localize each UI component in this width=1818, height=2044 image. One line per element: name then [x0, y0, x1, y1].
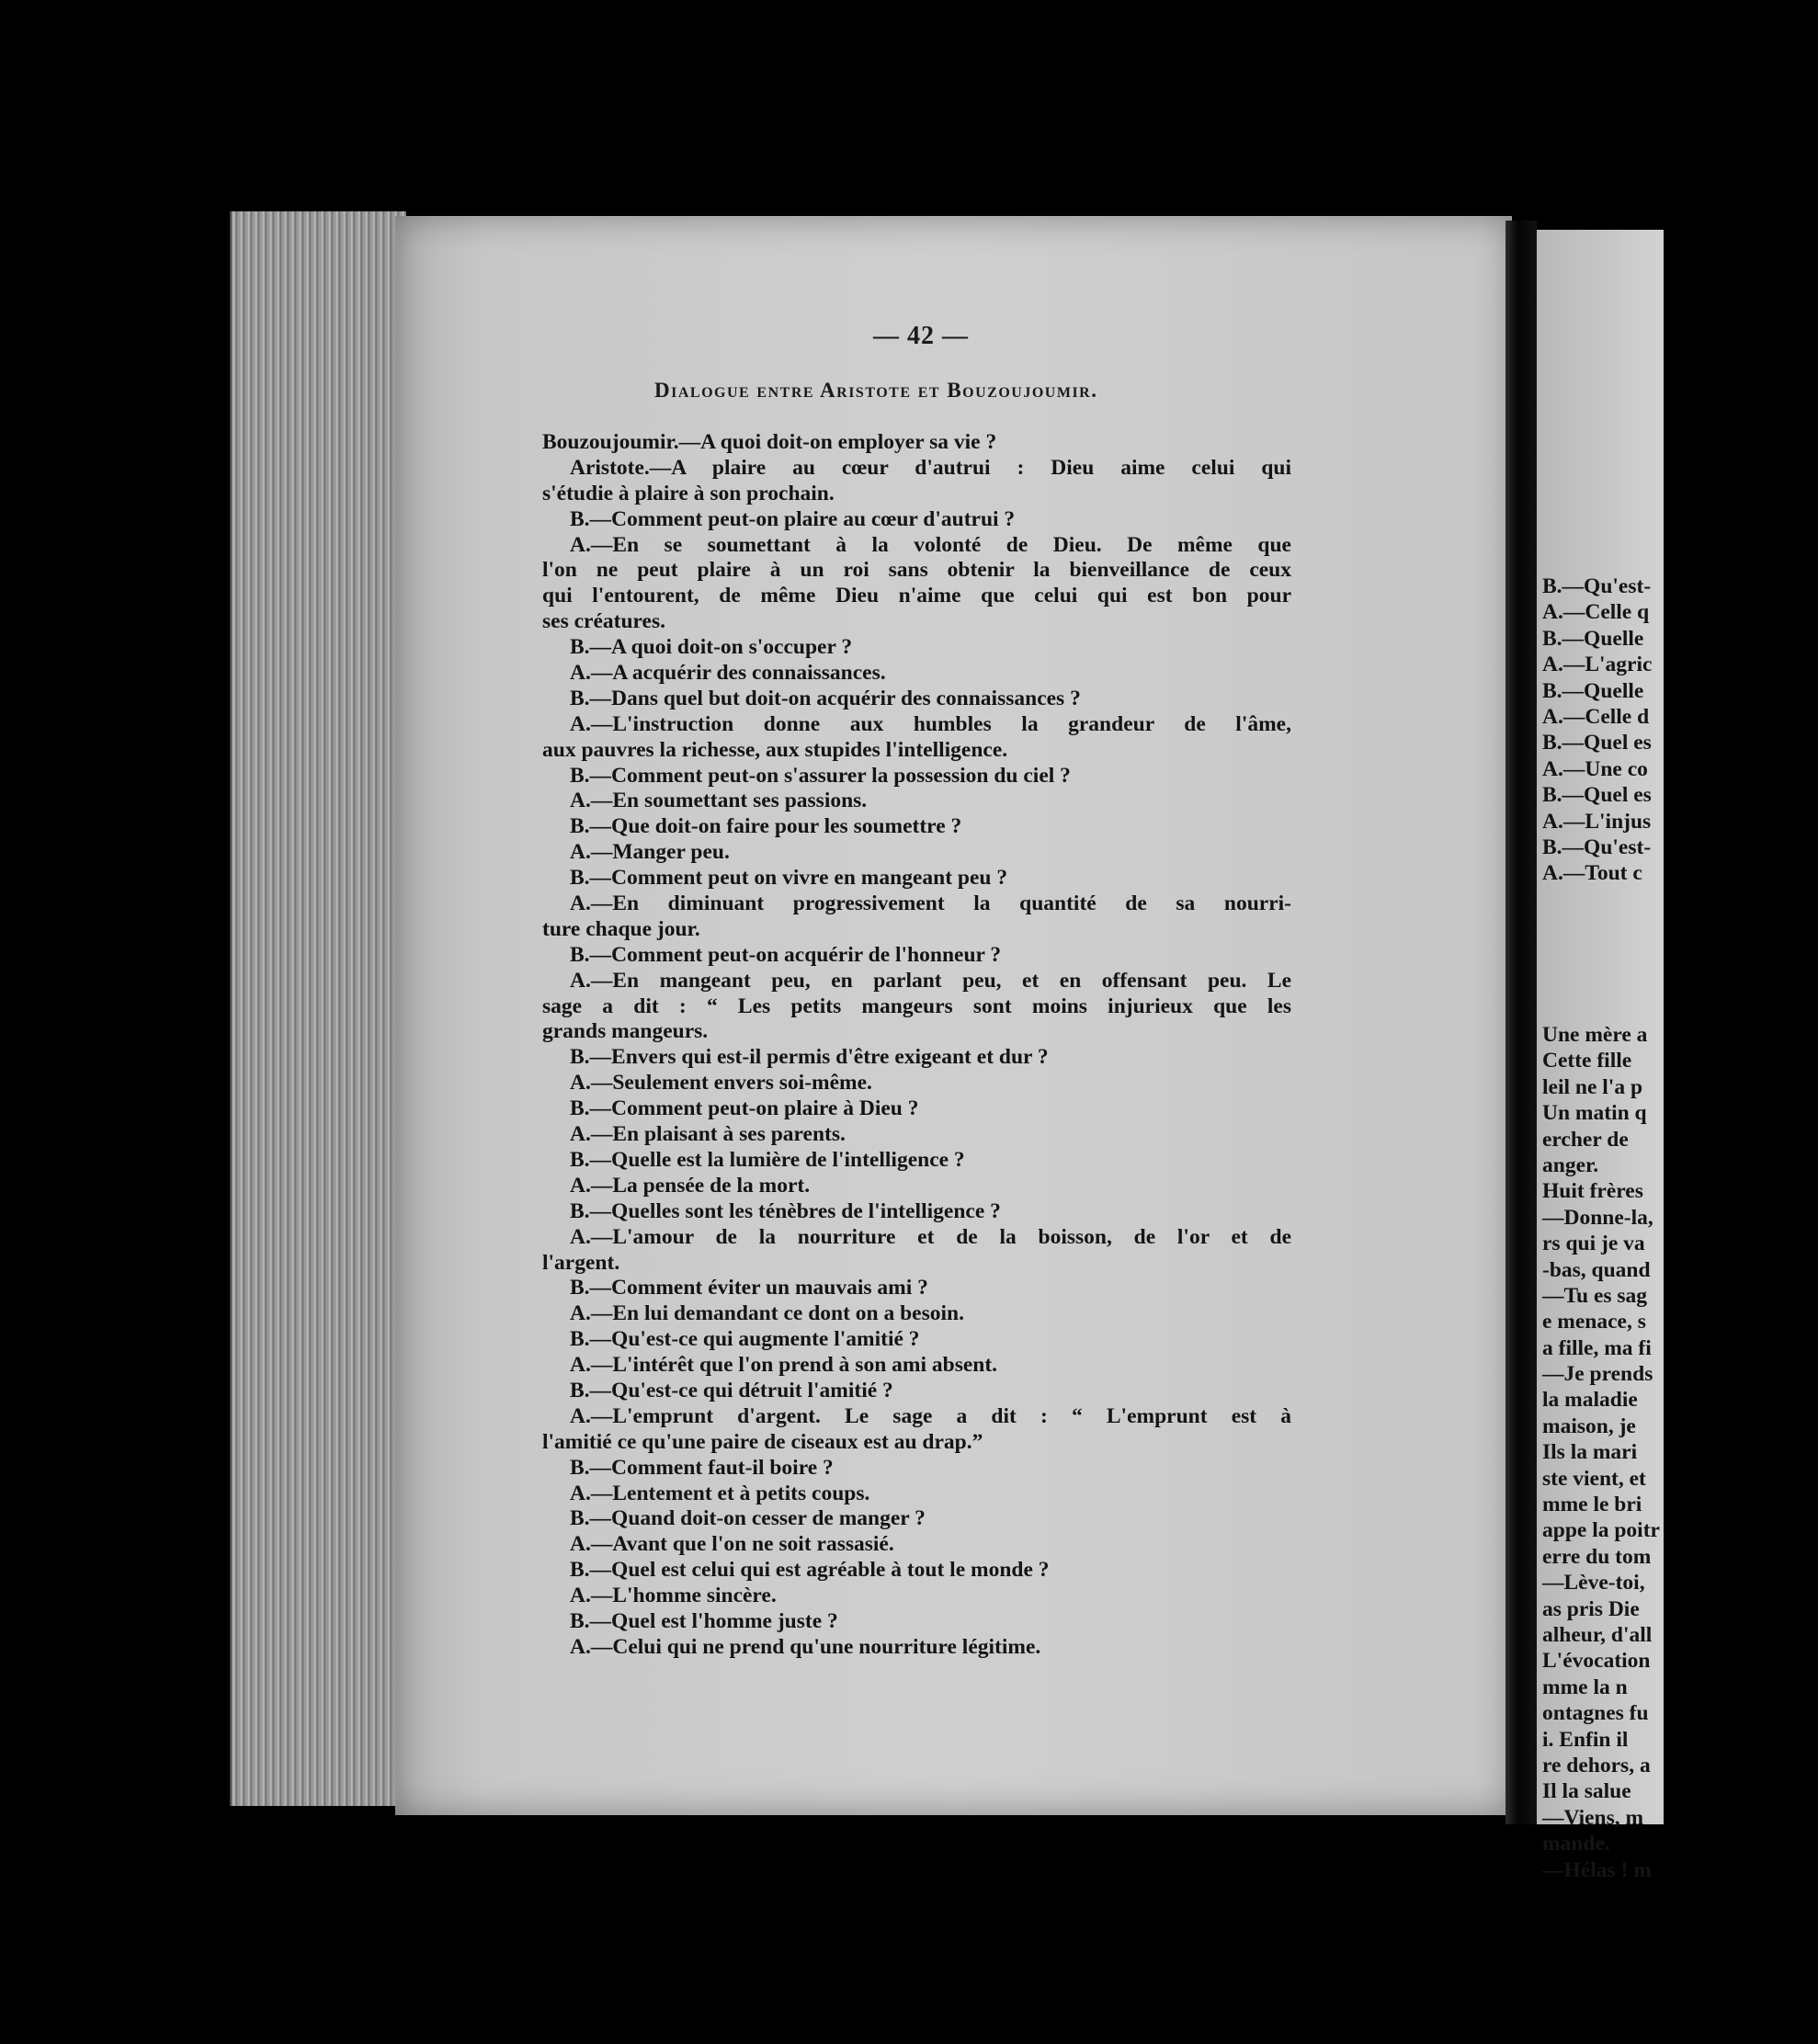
text-line: l'on ne peut plaire à un roi sans obtenir la bienveillance de ceux — [542, 558, 1291, 583]
text-line: A.—L'emprunt d'argent. Le sage a dit : “ L'emprunt est à — [570, 1403, 1291, 1428]
right-page-line: B.—Quel es — [1542, 731, 1652, 755]
right-page-line: mme la n — [1542, 1675, 1628, 1699]
text-line: B.—Dans quel but doit-on acquérir des connaissances ? — [570, 686, 1081, 710]
right-page-line: A.—L'agric — [1542, 653, 1653, 677]
right-page-line: erre du tom — [1542, 1544, 1652, 1569]
text-line: ses créatures. — [542, 609, 665, 634]
right-page-line: B.—Quelle — [1542, 678, 1644, 703]
dialogue-body — [542, 430, 1291, 1661]
text-line: B.—Quel est celui qui est agréable à tout le monde ? — [570, 1558, 1050, 1583]
text-line: aux pauvres la richesse, aux stupides l'intelligence. — [542, 737, 1008, 762]
text-line: B.—Que doit-on faire pour les soumettre ? — [570, 814, 962, 839]
text-line: B.—Quelle est la lumière de l'intelligence ? — [570, 1147, 965, 1172]
text-line: sage a dit : “ Les petits mangeurs sont moins injurieux que les — [542, 994, 1291, 1018]
text-line: A.—Lentement et à petits coups. — [570, 1481, 870, 1505]
right-page-line: alheur, d'all — [1542, 1622, 1653, 1647]
right-page-line: appe la poitr — [1542, 1518, 1660, 1543]
right-page-line: ontagnes fu — [1542, 1701, 1649, 1726]
right-page-line: la maladie — [1542, 1388, 1638, 1413]
text-line: B.—Comment peut-on acquérir de l'honneur ? — [570, 942, 1002, 967]
text-line: A.—En mangeant peu, en parlant peu, et en offensant peu. Le — [570, 968, 1291, 993]
right-page-line: maison, je — [1542, 1414, 1636, 1438]
right-page-line: anger. — [1542, 1153, 1599, 1177]
text-line: B.—Comment peut on vivre en mangeant peu ? — [570, 866, 1008, 891]
text-line: s'étudie à plaire à son prochain. — [542, 481, 835, 505]
text-line: A.—L'instruction donne aux humbles la grandeur de l'âme, — [570, 711, 1291, 736]
right-page-line: —Lève-toi, — [1542, 1571, 1645, 1595]
text-line: A.—Avant que l'on ne soit rassasié. — [570, 1532, 894, 1557]
right-page-line: A.—Celle q — [1542, 600, 1650, 625]
right-page-line: —Tu es sag — [1542, 1283, 1648, 1308]
right-page — [1537, 230, 1664, 1882]
text-line: B.—Quel est l'homme juste ? — [570, 1608, 838, 1633]
right-page-line: leil ne l'a p — [1542, 1074, 1643, 1099]
right-page-line: as pris Die — [1542, 1596, 1640, 1621]
right-page-line: Ils la mari — [1542, 1440, 1638, 1465]
right-page-line: ercher de — [1542, 1127, 1629, 1152]
right-page-dialogue-fragment — [1542, 573, 1818, 887]
text-line: l'amitié ce qu'une paire de ciseaux est au drap.” — [542, 1429, 983, 1454]
text-line: B.—Quand doit-on cesser de manger ? — [570, 1506, 926, 1531]
page-number: — 42 — — [873, 322, 969, 350]
right-page-line: B.—Qu'est- — [1542, 574, 1652, 598]
right-page-line: Une mère a — [1542, 1023, 1648, 1047]
right-page-line: A.—Tout c — [1542, 861, 1642, 886]
text-line: l'argent. — [542, 1250, 620, 1275]
right-page-line: L'évocation — [1542, 1649, 1651, 1674]
page-edges — [230, 211, 406, 1806]
right-page-line: i. Enfin il — [1542, 1727, 1629, 1752]
text-line: qui l'entourent, de même Dieu n'aime que celui qui est bon pour — [542, 584, 1291, 608]
right-page-line: A.—Une co — [1542, 756, 1648, 781]
right-page-line: B.—Quel es — [1542, 783, 1652, 808]
right-page-line: rs qui je va — [1542, 1232, 1645, 1256]
right-page-line: e menace, s — [1542, 1310, 1646, 1334]
text-line: Bouzoujoumir.—A quoi doit-on employer sa vie ? — [542, 430, 997, 454]
text-line: B.—Comment peut-on plaire à Dieu ? — [570, 1096, 919, 1121]
text-line: B.—Comment éviter un mauvais ami ? — [570, 1276, 928, 1300]
right-page-line: Cette fille — [1542, 1049, 1632, 1073]
right-page-line: A.—Celle d — [1542, 704, 1650, 729]
text-line: A.—Seulement envers soi-même. — [570, 1071, 872, 1096]
text-line: B.—Comment faut-il boire ? — [570, 1455, 834, 1480]
text-line: A.—L'intérêt que l'on prend à son ami absent. — [570, 1353, 998, 1378]
text-line: A.—En diminuant progressivement la quantité de sa nourri- — [570, 891, 1291, 916]
right-page-line: —Viens, m — [1542, 1805, 1644, 1830]
text-line: B.—Comment peut-on plaire au cœur d'autrui ? — [570, 506, 1016, 531]
right-page-line: A.—L'injus — [1542, 809, 1652, 834]
right-page-line: —Je prends — [1542, 1362, 1653, 1387]
text-line: A.—A acquérir des connaissances. — [570, 661, 886, 686]
text-line: B.—Comment peut-on s'assurer la possession du ciel ? — [570, 763, 1071, 788]
right-page-line: mme le bri — [1542, 1493, 1642, 1517]
text-line: ture chaque jour. — [542, 916, 700, 941]
text-line: A.—La pensée de la mort. — [570, 1173, 811, 1198]
text-line: Aristote.—A plaire au cœur d'autrui : Dieu aime celui qui — [570, 455, 1291, 480]
text-line: A.—En se soumettant à la volonté de Dieu. De même que — [570, 532, 1291, 557]
right-page-line: re dehors, a — [1542, 1753, 1651, 1777]
book-gutter — [1506, 221, 1537, 1824]
text-line: B.—A quoi doit-on s'occuper ? — [570, 635, 853, 660]
right-page-story-fragment — [1542, 1022, 1818, 1883]
right-page-line: Un matin q — [1542, 1101, 1647, 1126]
right-page-line: B.—Qu'est- — [1542, 835, 1652, 859]
text-line: B.—Quelles sont les ténèbres de l'intelligence ? — [570, 1198, 1001, 1223]
right-page-line: a fille, ma fi — [1542, 1335, 1652, 1360]
text-line: B.—Qu'est-ce qui détruit l'amitié ? — [570, 1378, 893, 1402]
text-line: A.—L'homme sincère. — [570, 1584, 777, 1608]
text-line: A.—Celui qui ne prend qu'une nourriture légitime. — [570, 1634, 1041, 1659]
right-page-line: Il la salue — [1542, 1779, 1631, 1804]
right-page-line: ste vient, et — [1542, 1466, 1646, 1491]
right-page-line: -bas, quand — [1542, 1257, 1651, 1282]
text-line: B.—Qu'est-ce qui augmente l'amitié ? — [570, 1327, 920, 1352]
text-line: A.—Manger peu. — [570, 840, 730, 865]
right-page-line: B.—Quelle — [1542, 626, 1644, 651]
text-line: A.—En lui demandant ce dont on a besoin. — [570, 1301, 964, 1326]
right-page-line: mande. — [1542, 1832, 1610, 1857]
text-line: grands mangeurs. — [542, 1019, 709, 1044]
text-line: A.—L'amour de la nourriture et de la boisson, de l'or et de — [570, 1224, 1291, 1249]
text-line: A.—En soumettant ses passions. — [570, 789, 868, 813]
right-page-line: —Donne-la, — [1542, 1205, 1653, 1230]
text-line: A.—En plaisant à ses parents. — [570, 1122, 846, 1147]
right-page-line: —Hélas ! m — [1542, 1857, 1652, 1882]
text-line: B.—Envers qui est-il permis d'être exigeant et dur ? — [570, 1045, 1049, 1070]
page-title: Dialogue entre Aristote et Bouzoujoumir. — [654, 379, 1098, 402]
right-page-line: Huit frères — [1542, 1179, 1643, 1204]
